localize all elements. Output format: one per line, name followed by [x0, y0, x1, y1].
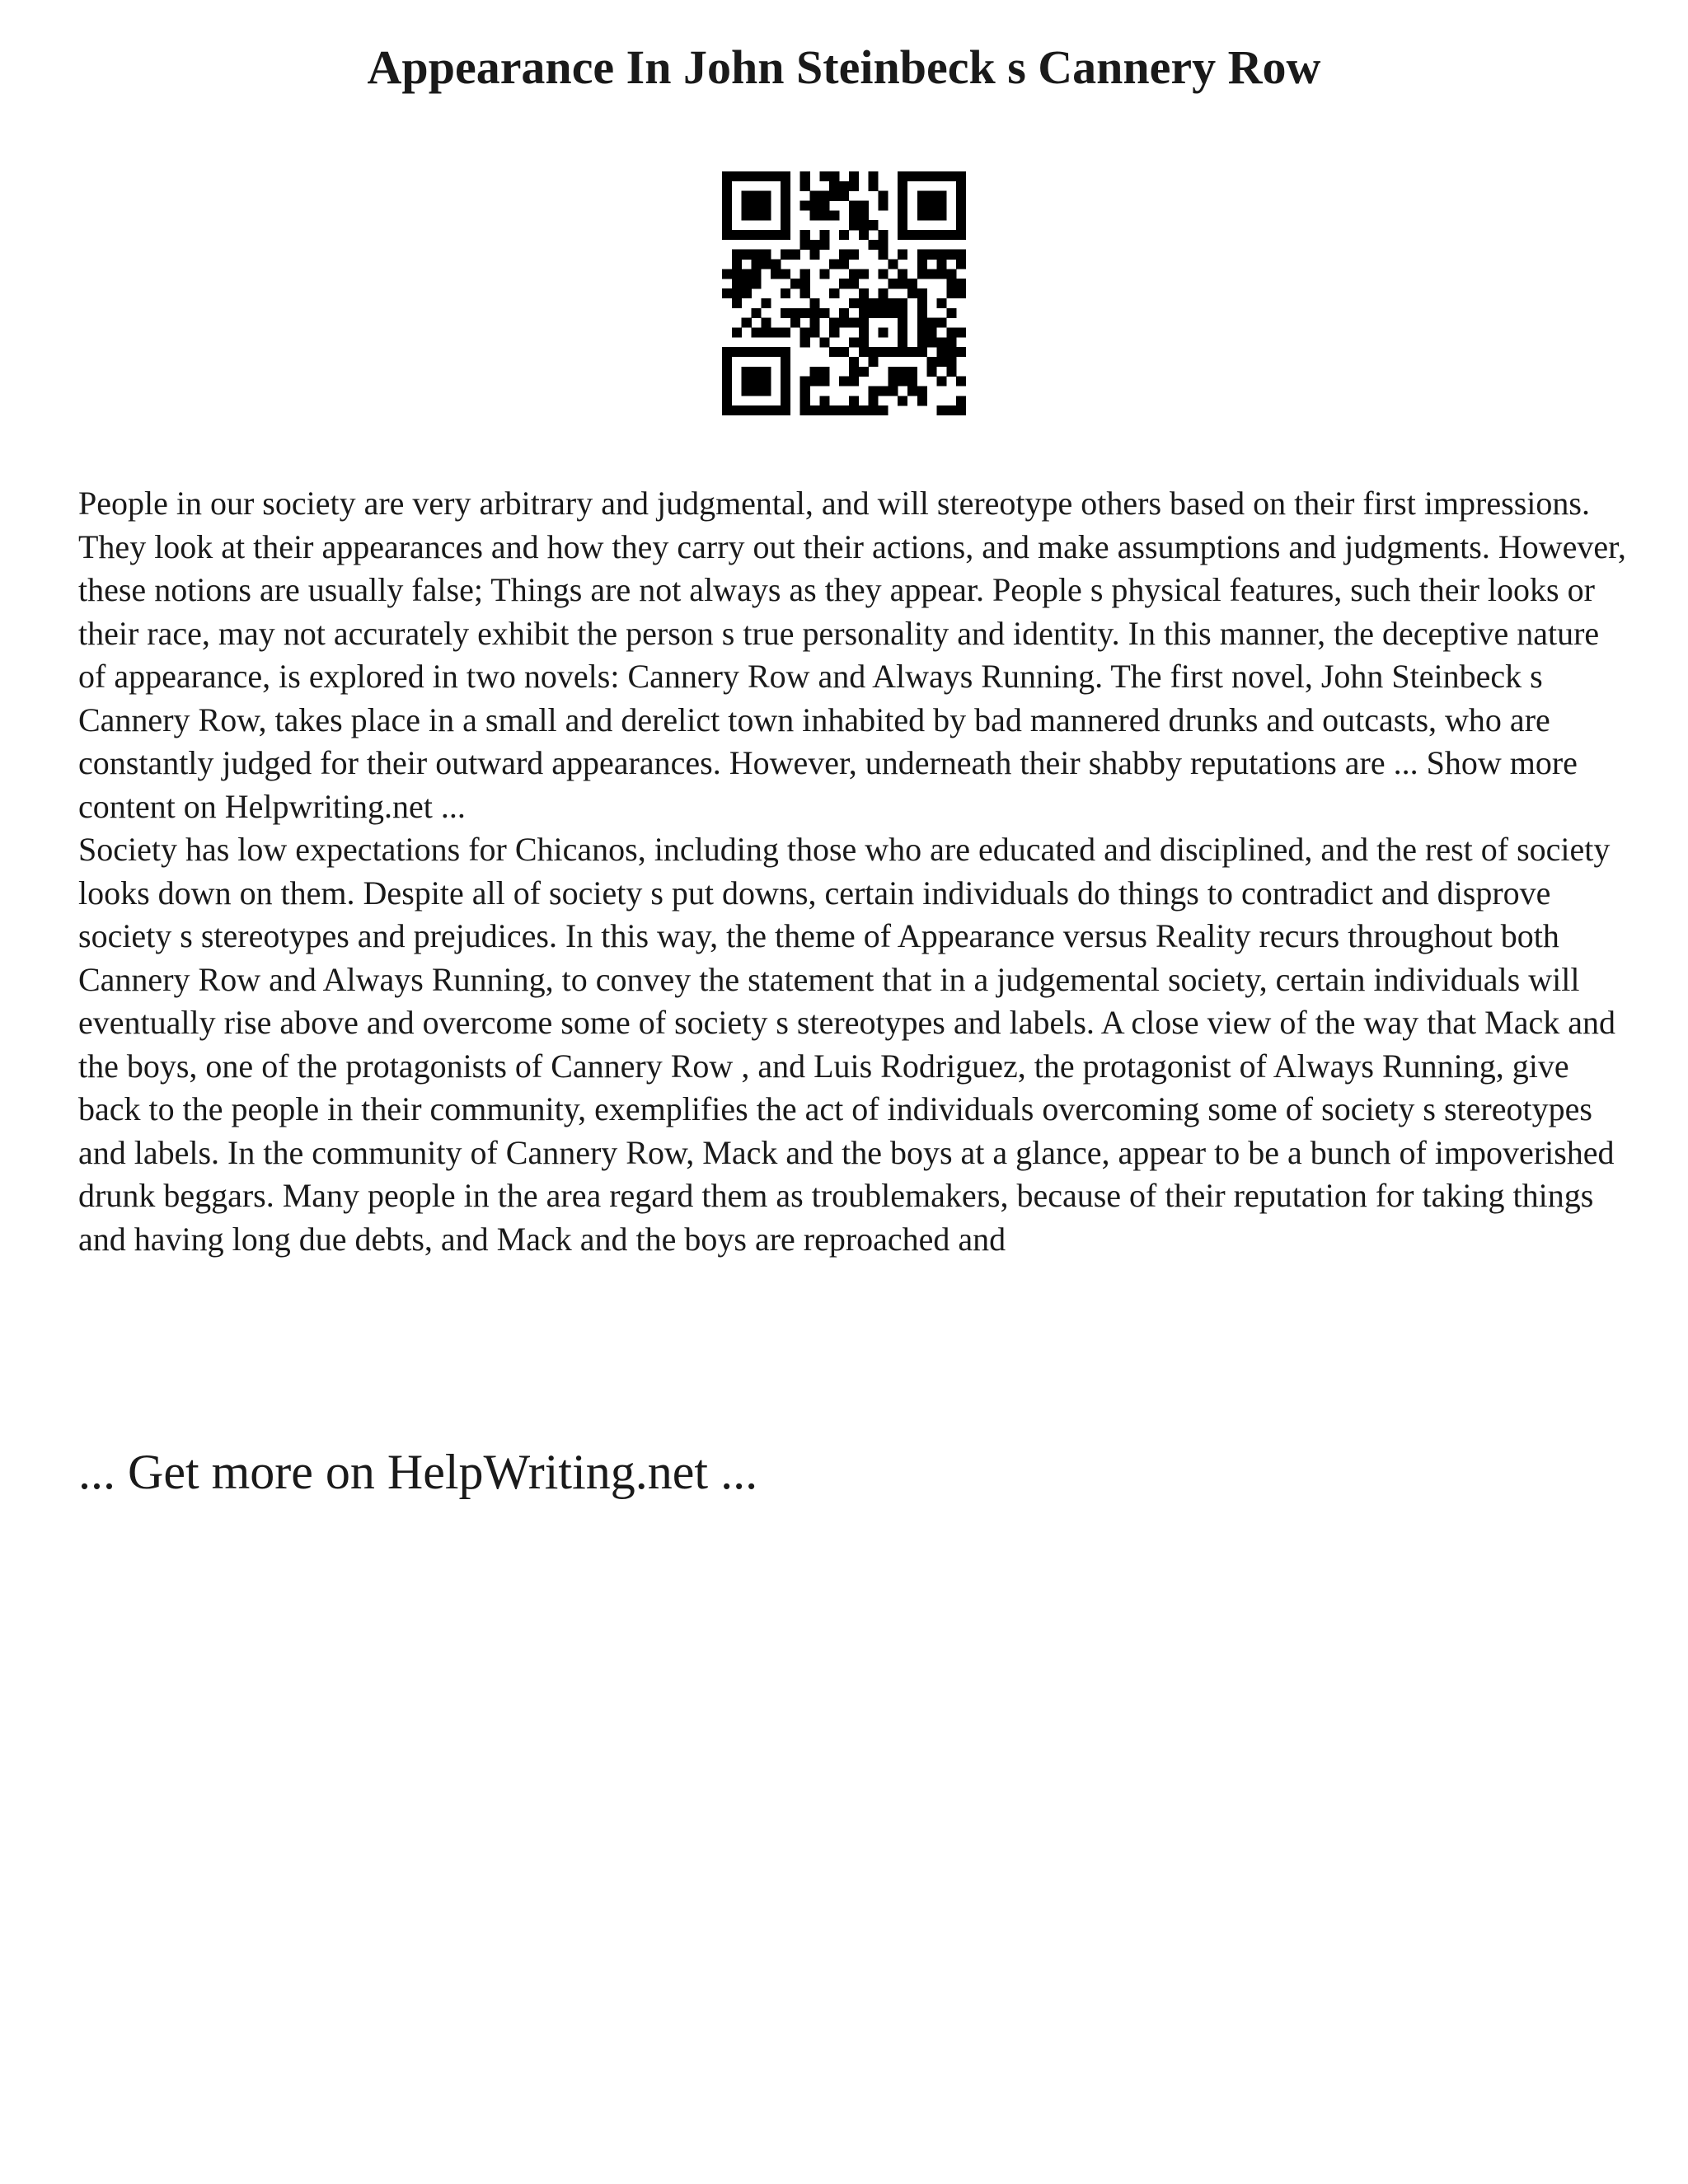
paragraph-1: People in our society are very arbitrary and judgmental, and will stereotype others based on their first impressions. They look at their appearances and how they carry out their actions, and make assumptions and judgments. However, these notions are usually false; Things are not always as they appear. People s physical features, such their looks or their race, may not accurately exhibit the person s true personality and identity. In this manner, the deceptive nature of appearance, is explored in two novels: Cannery Row and Always Running. The first novel, John Steinbeck s Cannery Row, takes place in a small and derelict town inhabited by bad mannered drunks and outcasts, who are constantly judged for their outward appearances. However, underneath their shabby reputations are ... Show more content on Helpwriting.net ...: [78, 485, 1626, 825]
document-title: Appearance In John Steinbeck s Cannery Row: [367, 40, 1321, 94]
qr-code-graphic: [722, 171, 966, 415]
get-more-link[interactable]: ... Get more on HelpWriting.net ...: [78, 1445, 758, 1499]
paragraph-2: Society has low expectations for Chicanos, including those who are educated and disciplined, and the rest of society looks down on them. Despite all of society s put downs, certain individuals do things to contradict and disprove society s stereotypes and prejudices. In this way, the theme of Appearance versus Reality recurs throughout both Cannery Row and Always Running, to convey the statement that in a judgemental society, certain individuals will eventually rise above and overcome some of society s stereotypes and labels. A close view of the way that Mack and the boys, one of the protagonists of Cannery Row , and Luis Rodriguez, the protagonist of Always Running, give back to the people in their community, exemplifies the act of individuals overcoming some of society s stereotypes and labels. In the community of Cannery Row, Mack and the boys at a glance, appear to be a bunch of impoverished drunk beggars. Many people in the area regard them as troublemakers, because of their reputation for taking things and having long due debts, and Mack and the boys are reproached and: [78, 831, 1615, 1258]
document-body: [78, 482, 1628, 1261]
qr-code-icon: [722, 171, 966, 415]
